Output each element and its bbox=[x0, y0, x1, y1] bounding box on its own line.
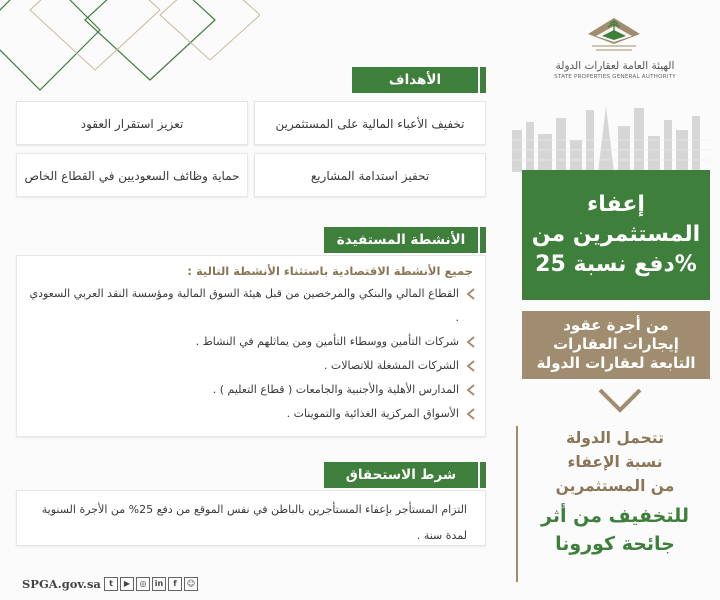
eligibility-panel bbox=[16, 490, 486, 546]
subheadline-box bbox=[522, 311, 710, 379]
state-note-line: تتحمل الدولة bbox=[566, 429, 664, 447]
list-item-text: المدارس الأهلية والأجنبية والجامعات ( قطاع التعليم ) . bbox=[212, 383, 459, 396]
org-name-en: STATE PROPERTIES GENERAL AUTHORITY bbox=[554, 74, 676, 80]
headline-line: دفع نسبة 25% bbox=[535, 252, 697, 277]
eligibility-title: شرط الاستحقاق bbox=[324, 462, 478, 488]
list-item-text: القطاع المالي والبنكي والمرخصين من قبل هيئة السوق المالية ومؤسسة النقد العربي السعودي . bbox=[29, 287, 459, 324]
facebook-icon[interactable]: f bbox=[168, 577, 182, 591]
list-item bbox=[17, 402, 485, 426]
state-note bbox=[516, 426, 712, 582]
headline-line: المستثمرين من bbox=[531, 222, 701, 247]
chevron-left-icon bbox=[466, 408, 475, 420]
objective-card: تحفيز استدامة المشاريع bbox=[254, 153, 486, 197]
headline-line: إعفاء bbox=[587, 192, 645, 217]
website-link[interactable]: SPGA.gov.sa bbox=[22, 577, 101, 591]
objective-card: حماية وظائف السعوديين في القطاع الخاص bbox=[16, 153, 248, 197]
objectives-header bbox=[352, 67, 486, 93]
chevron-down-icon bbox=[598, 388, 642, 414]
eligibility-text: التزام المستأجر بإعفاء المستأجرين بالباطن في نفس الموقع من دفع 25% من الأجرة السنوية لمدة سنة . bbox=[41, 503, 467, 542]
objective-card: تخفيف الأعباء المالية على المستثمرين bbox=[254, 101, 486, 145]
list-item bbox=[17, 282, 485, 330]
activities-title: الأنشطة المستفيدة bbox=[324, 227, 478, 253]
twitter-icon[interactable]: t bbox=[104, 577, 118, 591]
social-icons bbox=[104, 577, 198, 591]
chevron-left-icon bbox=[466, 288, 475, 300]
activities-list bbox=[17, 282, 485, 426]
chevron-left-icon bbox=[466, 360, 475, 372]
chevron-left-icon bbox=[466, 384, 475, 396]
list-item bbox=[17, 354, 485, 378]
palm-emblem-icon bbox=[586, 16, 642, 56]
eligibility-header bbox=[324, 462, 486, 488]
objective-card: تعزيز استقرار العقود bbox=[16, 101, 248, 145]
subheadline-line: إيجارات العقارات bbox=[553, 335, 679, 353]
list-item-text: الأسواق المركزية الغذائية والتموينات . bbox=[286, 407, 459, 420]
list-item-text: الشركات المشغلة للاتصالات . bbox=[323, 359, 459, 372]
state-note-line: نسبة الإعفاء bbox=[567, 453, 663, 471]
youtube-icon[interactable]: ▶ bbox=[120, 577, 134, 591]
subheadline-line: التابعة لعقارات الدولة bbox=[536, 354, 696, 372]
snapchat-icon[interactable]: ☺ bbox=[184, 577, 198, 591]
activities-panel bbox=[16, 255, 486, 437]
state-note-highlight: للتخفيف من أثر bbox=[541, 505, 689, 527]
activities-intro: جميع الأنشطة الاقتصادية باستثناء الأنشطة التالية : bbox=[187, 264, 473, 278]
state-note-highlight: جائحة كورونا bbox=[555, 533, 675, 555]
list-item-text: شركات التأمين ووسطاء التأمين ومن يماثلهم في النشاط . bbox=[195, 335, 459, 348]
org-logo bbox=[540, 16, 690, 86]
headline-box bbox=[522, 170, 710, 300]
org-name-ar: الهيئة العامة لعقارات الدولة bbox=[555, 60, 675, 72]
list-item bbox=[17, 330, 485, 354]
chevron-left-icon bbox=[466, 336, 475, 348]
city-skyline-illustration bbox=[510, 100, 710, 172]
linkedin-icon[interactable]: in bbox=[152, 577, 166, 591]
subheadline-line: من أجرة عقود bbox=[563, 316, 669, 334]
instagram-icon[interactable]: ◎ bbox=[136, 577, 150, 591]
activities-header bbox=[324, 227, 486, 253]
decorative-diamonds bbox=[0, 0, 260, 110]
objectives-title: الأهداف bbox=[352, 67, 478, 93]
state-note-line: من المستثمرين bbox=[555, 477, 675, 495]
list-item bbox=[17, 378, 485, 402]
